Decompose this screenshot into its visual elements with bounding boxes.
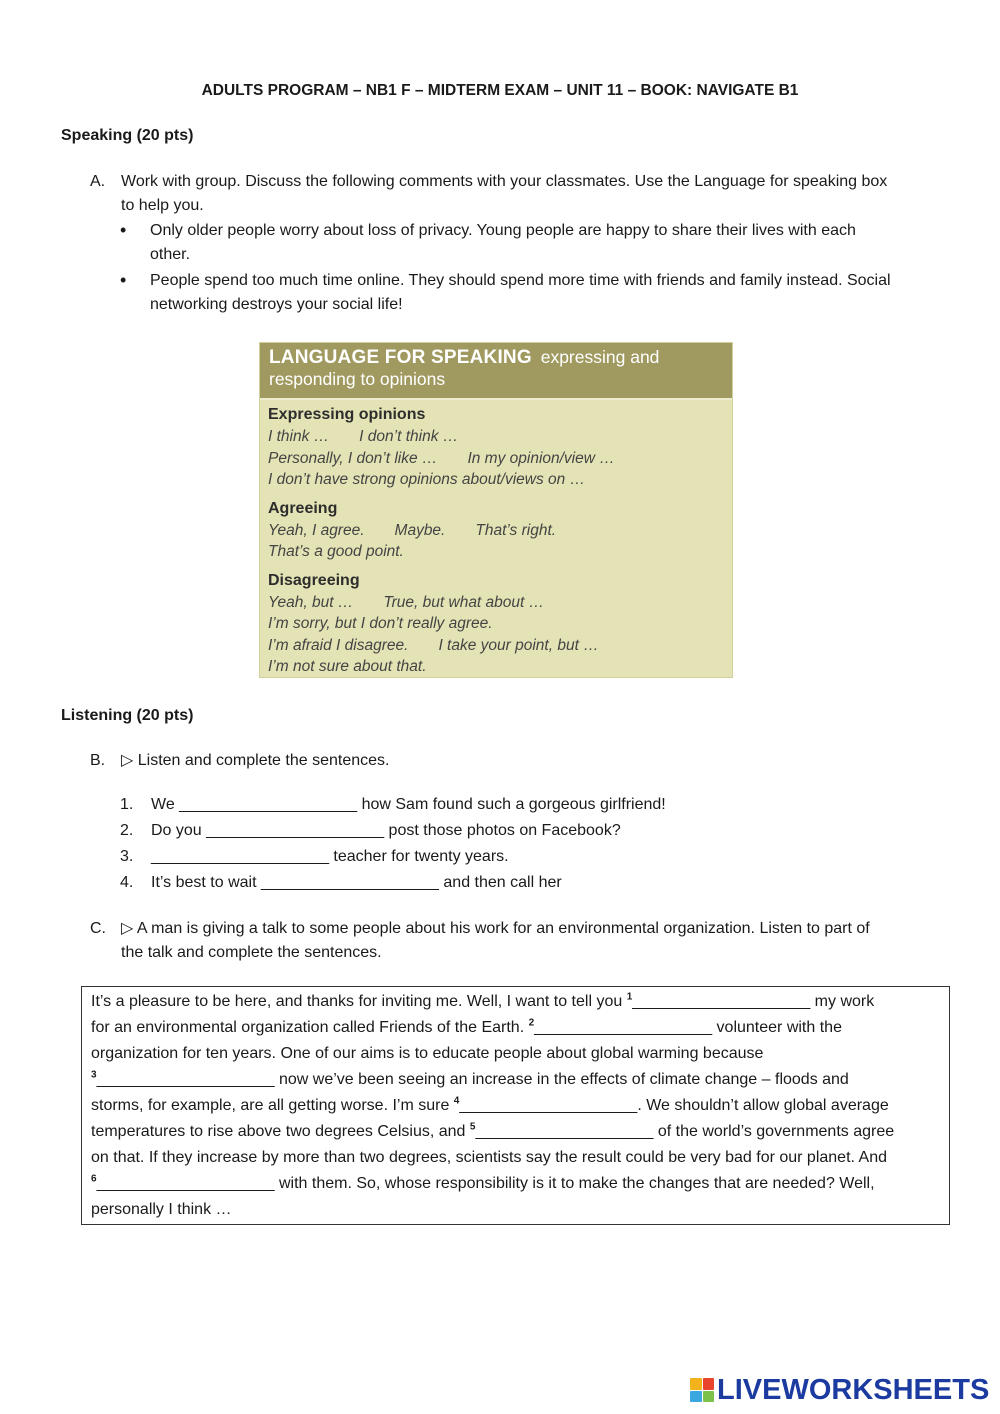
sentence-text: We ____________________ how Sam found such a gorgeous girlfriend!: [151, 796, 666, 813]
talk-text: for an environmental organization called Friends of the Earth.: [91, 1019, 529, 1036]
phrase: I don’t think …: [359, 428, 459, 445]
phrase-line: [268, 541, 724, 563]
language-box-subtitle-2: responding to opinions: [269, 369, 446, 389]
sentence-text: Do you ____________________ post those photos on Facebook?: [151, 822, 621, 839]
logo-square: [690, 1378, 702, 1390]
language-for-speaking-box: [259, 342, 733, 678]
bullet-2-line1: People spend too much time online. They should spend more time with friends and family instead. Social: [150, 272, 891, 289]
language-box-header: [260, 343, 732, 400]
phrase: I’m not sure about that.: [268, 658, 427, 675]
category-heading: Expressing opinions: [268, 406, 426, 423]
phrase: I’m sorry, but I don’t really agree.: [268, 615, 493, 632]
liveworksheets-logo-icon: [690, 1378, 714, 1402]
talk-line: [91, 1119, 940, 1145]
phrase-line: [268, 635, 724, 657]
talk-text: ____________________ now we’ve been seeing an increase in the effects of climate change – floods and: [96, 1071, 849, 1088]
phrase: I don’t have strong opinions about/views on …: [268, 471, 586, 488]
talk-line: [91, 1197, 940, 1223]
talk-text: organization for ten years. One of our aims is to educate people about global warming because: [91, 1045, 764, 1062]
sentence-text: ____________________ teacher for twenty years.: [151, 848, 509, 865]
bullet-icon: •: [120, 220, 127, 240]
talk-line: [91, 1093, 940, 1119]
talk-text: ____________________. We shouldn’t allow global average: [459, 1097, 889, 1114]
phrase-line: [268, 592, 724, 614]
phrase-line: [268, 469, 724, 491]
talk-line: [91, 1041, 940, 1067]
talk-text: storms, for example, are all getting worse. I’m sure: [91, 1097, 454, 1114]
phrase: True, but what about …: [383, 593, 545, 611]
sentence-number: 2.: [120, 822, 134, 839]
task-a-line1: Work with group. Discuss the following comments with your classmates. Use the Language for speaking box: [121, 173, 888, 190]
sentence-text: It’s best to wait ____________________ and then call her: [151, 874, 562, 891]
gap-number: 6: [91, 1173, 97, 1185]
gap-number: 2: [528, 1017, 535, 1029]
phrase-line: [268, 613, 724, 635]
talk-line: [91, 1171, 940, 1197]
phrase: Yeah, but …: [268, 593, 354, 611]
talk-text: ____________________ of the world’s governments agree: [475, 1123, 895, 1140]
talk-text: ____________________ with them. So, whose responsibility is it to make the changes that are needed? Well,: [96, 1175, 875, 1192]
talk-text: on that. If they increase by more than two degrees, scientists say the result could be very bad for our planet. And: [91, 1149, 887, 1166]
language-box-title: LANGUAGE FOR SPEAKING: [269, 347, 532, 368]
logo-square: [690, 1391, 702, 1403]
bullet-1-line1: Only older people worry about loss of privacy. Young people are happy to share their lives with each: [150, 222, 856, 239]
task-c-marker: C.: [90, 920, 106, 937]
talk-text-box: [81, 986, 950, 1225]
sentence-number: 4.: [120, 874, 134, 891]
phrase: Yeah, I agree.: [268, 521, 365, 539]
task-a-marker: A.: [90, 173, 106, 190]
talk-text: ____________________ my work: [632, 993, 875, 1010]
speaking-heading: Speaking (20 pts): [61, 127, 194, 144]
talk-line: [91, 1015, 940, 1041]
gap-number: 5: [469, 1121, 476, 1133]
liveworksheets-logo-text: LIVEWORKSHEETS: [717, 1373, 990, 1406]
talk-line: [91, 989, 940, 1015]
gap-number: 4: [453, 1095, 460, 1107]
phrase: Personally, I don’t like …: [268, 449, 438, 467]
language-box-subtitle: expressing and: [540, 347, 660, 367]
phrase: That’s a good point.: [268, 543, 404, 560]
listening-heading: Listening (20 pts): [61, 707, 194, 724]
talk-line: [91, 1145, 940, 1171]
task-c-line1: ▷ A man is giving a talk to some people about his work for an environmental organization. Listen to part of: [121, 920, 870, 937]
phrase: That’s right.: [475, 521, 557, 539]
task-a-line2: to help you.: [121, 197, 204, 214]
task-b-marker: B.: [90, 752, 106, 769]
phrase-line: [268, 656, 724, 678]
category-heading: Disagreeing: [268, 571, 360, 589]
phrase-line: [268, 520, 724, 542]
category-heading: Agreeing: [268, 499, 338, 517]
phrase: Maybe.: [394, 521, 446, 539]
liveworksheets-logo[interactable]: [690, 1373, 989, 1407]
bullet-1-line2: other.: [150, 246, 191, 263]
talk-text: It’s a pleasure to be here, and thanks for inviting me. Well, I want to tell you: [91, 993, 627, 1010]
talk-line: [91, 1067, 940, 1093]
gap-number: 1: [626, 991, 633, 1003]
talk-text: ____________________ volunteer with the: [534, 1019, 842, 1036]
phrase-line: [268, 448, 724, 470]
exam-title: ADULTS PROGRAM – NB1 F – MIDTERM EXAM – UNIT 11 – BOOK: NAVIGATE B1: [201, 82, 799, 99]
task-b-instruction: ▷ Listen and complete the sentences.: [121, 752, 390, 769]
phrase: I take your point, but …: [438, 636, 599, 654]
phrase: I’m afraid I disagree.: [268, 636, 409, 654]
talk-text: temperatures to rise above two degrees Celsius, and: [91, 1123, 470, 1140]
bullet-icon: •: [120, 270, 127, 290]
logo-square: [703, 1391, 715, 1403]
task-c-line2: the talk and complete the sentences.: [121, 944, 382, 961]
logo-square: [703, 1378, 715, 1390]
gap-number: 3: [91, 1069, 97, 1081]
phrase: In my opinion/view …: [467, 449, 615, 467]
phrase-line: [268, 426, 724, 448]
talk-text: personally I think …: [91, 1201, 232, 1218]
sentence-number: 3.: [120, 848, 134, 865]
bullet-2-line2: networking destroys your social life!: [150, 296, 403, 313]
sentence-number: 1.: [120, 796, 134, 813]
phrase: I think …: [268, 428, 330, 445]
